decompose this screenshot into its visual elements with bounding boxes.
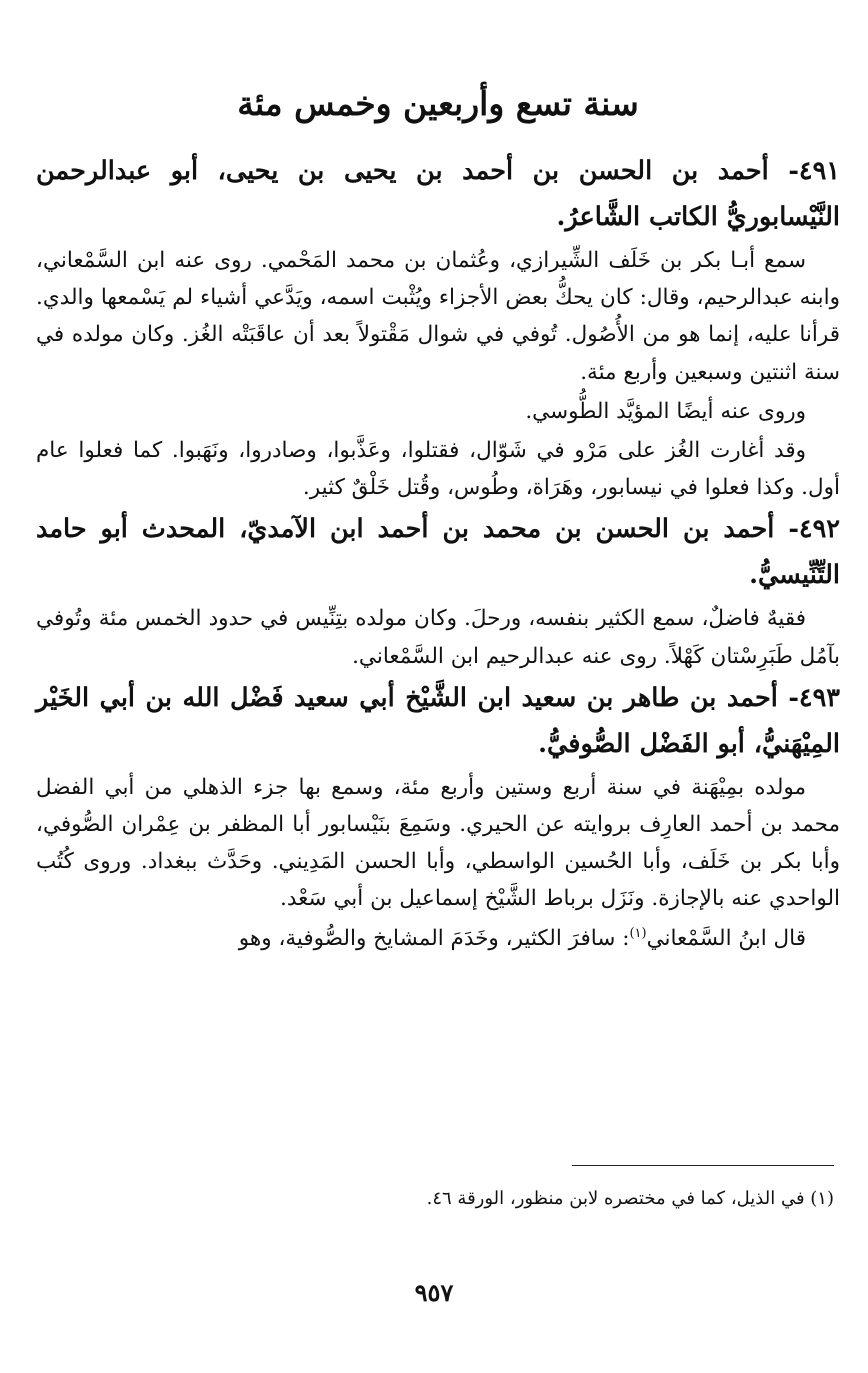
entry-heading: ٤٩٢- أحمد بن الحسن بن محمد بن أحمد ابن الآمديّ، المحدث أبو حامد التِّنِّيسيُّ. <box>36 514 840 591</box>
entry-paragraph: سمع أبـا بكر بن خَلَف الشِّيرازي، وعُثمان بن محمد المَحْمي. روى عنه ابن السَّمْعاني، وابنه عبدالرحيم، وقال: كان يحكُّ بعض الأجزاء ويُثْبت اسمه، ويَدَّعي أشياء لم يَسْمعها والدي. قرأنا عليه، إنما هو من الأُصُول. تُوفي في شوال مَقْتولاً بعد أن عاقَبَتْه الغُز. وكان مولده في سنة اثنتين وسبعين وأربع مئة. <box>36 248 840 385</box>
entry-491 <box>36 148 840 506</box>
entry-493 <box>36 675 840 957</box>
entry-paragraph: وقد أغارت الغُز على مَرْو في شَوّال، فقتلوا، وعَذَّبوا، وصادروا، ونَهَبوا. كما فعلوا عام أول. وكذا فعلوا في نيسابور، وهَرَاة، وطُوس، وقُتل خَلْقٌ كثير. <box>36 438 840 501</box>
entry-paragraph-continued <box>36 920 840 957</box>
entry-492 <box>36 506 840 674</box>
quote-text: : سافرَ الكثير، وخَدَمَ المشايخ والصُّوفية، وهو <box>238 925 630 951</box>
footnote-reference[interactable]: (١) <box>629 925 647 941</box>
entry-heading: ٤٩٣- أحمد بن طاهر بن سعيد ابن الشَّيْخ أبي سعيد فَضْل الله بن أبي الخَيْر المِيْهَنيُّ، أبو الفَضْل الصُّوفيُّ. <box>36 682 840 759</box>
entry-heading: ٤٩١- أحمد بن الحسن بن أحمد بن يحيى بن يحيى، أبو عبدالرحمن النَّيْسابوريُّ الكاتب الشَّاعرُ. <box>36 156 840 232</box>
entry-paragraph: فقيهٌ فاضلٌ، سمع الكثير بنفسه، ورحلَ. وكان مولده بتِنِّيس في حدود الخمس مئة وتُوفي بآمُل طَبَرِسْتان كَهْلاً. روى عنه عبدالرحيم ابن السَّمْعاني. <box>36 606 840 669</box>
footnote: (١) في الذيل، كما في مختصره لابن منظور، الورقة ٤٦. <box>426 1188 834 1209</box>
quote-intro: قال ابنُ السَّمْعاني <box>646 925 806 951</box>
entry-paragraph: وروى عنه أيضًا المؤيَّد الطُّوسي. <box>525 398 806 424</box>
year-heading: سنة تسع وأربعين وخمس مئة <box>237 84 639 123</box>
entry-paragraph: مولده بمِيْهَنة في سنة أربع وستين وأربع مئة، وسمع بها جزء الذهلي من أبي الفضل محمد بن أحمد العارِف بروايته عن الحيري. وسَمِعَ بنَيْسابور أبا المظفر بن عِمْران الصُّوفي، وأبا بكر بن خَلَف، وأبا الحُسين الواسطي، وأبا الحسن المَدِيني. وحَدَّث ببغداد. وروى كُتُب الواحدي عنه بالإجازة. ونَزَل برباط الشَّيْخ إسماعيل بن أبي سَعْد. <box>36 774 840 912</box>
page-number: ٩٥٧ <box>414 1278 454 1307</box>
footnote-separator <box>572 1165 834 1166</box>
